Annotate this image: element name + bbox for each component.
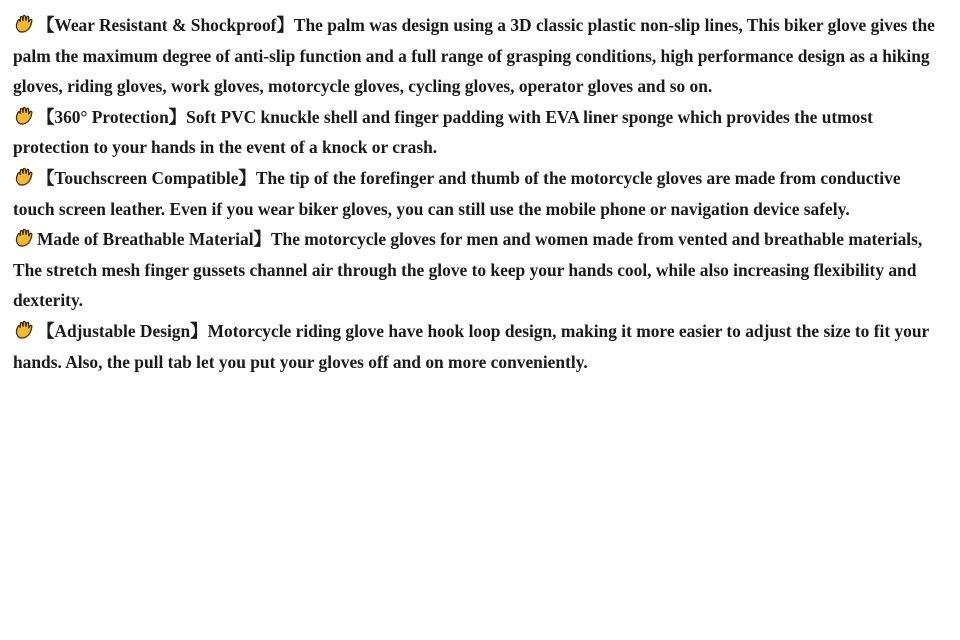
feature-touchscreen [13,163,943,224]
heading-close-bracket: 】 [276,15,294,35]
feature-breathable [13,224,943,316]
product-description [13,10,943,377]
heading-open-bracket: 【 [37,106,55,127]
feature-text: The motorcycle gloves for men and women made from vented and breathable materials, The stretch mesh finger gussets channel air through the glove to keep your hands cool, while also increasing flexibility and dexterity. [13,229,923,311]
feature-text: Soft PVC knuckle shell and finger padding with EVA liner sponge which provides the utmost protection to your hands in the event of a knock or crash. [13,106,873,158]
feature-360-protection [13,102,943,163]
heading-open-bracket: 【 [37,167,55,188]
feature-heading: Wear Resistant & Shockproof [54,15,277,35]
feature-text: The palm was design using a 3D classic plastic non-slip lines, This biker glove gives the palm the maximum degree of anti-slip function and a full range of grasping conditions, high performance design as a hiking gloves, riding gloves, work gloves, motorcycle gloves, cycling gloves, operator gloves and so on. [13,15,935,97]
waving-hand-icon [13,319,35,341]
feature-adjustable [13,316,943,377]
heading-close-bracket: 】 [190,320,208,341]
waving-hand-icon [13,227,35,249]
feature-text: The tip of the forefinger and thumb of the motorcycle gloves are made from conductive touch screen leather. Even if you wear biker gloves, you can still use the mobile phone or navigation device safely. [13,167,901,219]
heading-close-bracket: 】 [253,229,271,250]
heading-close-bracket: 】 [238,167,256,188]
waving-hand-icon [13,105,35,127]
feature-heading: 360° Protection [54,106,169,127]
heading-open-bracket: 【 [37,320,55,341]
feature-heading: Made of Breathable Material [37,229,254,250]
feature-wear-resistant [13,10,943,102]
waving-hand-icon [13,13,35,35]
feature-heading: Touchscreen Compatible [54,167,239,188]
feature-heading: Adjustable Design [54,320,191,341]
heading-open-bracket: 【 [37,15,55,35]
feature-text: Motorcycle riding glove have hook loop design, making it more easier to adjust the size to fit your hands. Also, the pull tab let you put your gloves off and on more conveniently. [13,320,929,372]
waving-hand-icon [13,166,35,188]
heading-close-bracket: 】 [168,106,187,127]
